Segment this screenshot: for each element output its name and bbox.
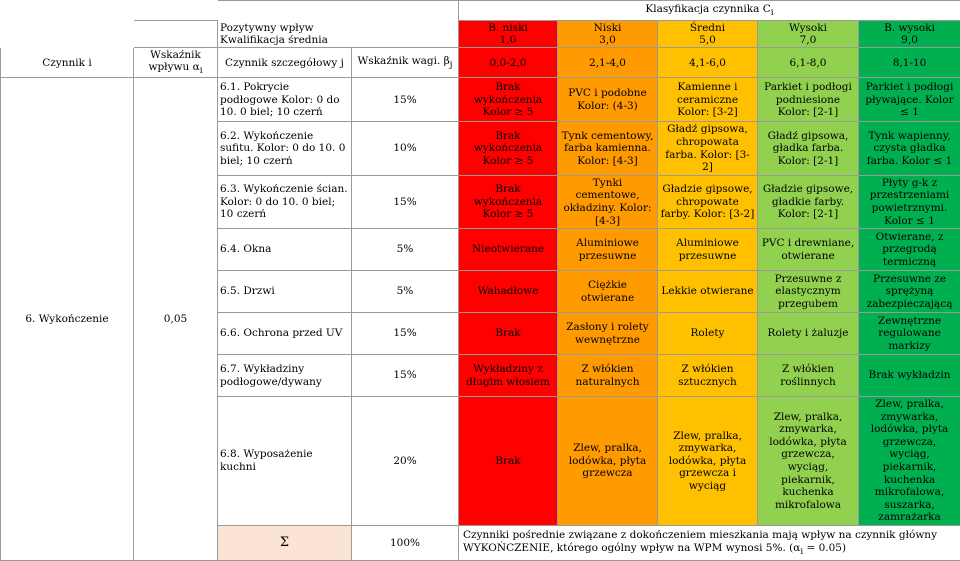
cell-very-high: Przesuwne ze sprężyną zabezpieczającą: [859, 271, 960, 313]
detail-name: 6.5. Drzwi: [218, 271, 352, 313]
range-high: 6,1-8,0: [758, 48, 859, 78]
factor-weight: 0,05: [134, 78, 218, 561]
detail-column-header: Czynnik szczegółowy j: [218, 48, 352, 78]
qualification-header: [218, 1, 459, 48]
range-very-low: 0,0-2,0: [459, 48, 558, 78]
cell-very-low: Nieotwierane: [459, 229, 558, 271]
positive-impact-label: Pozytywny wpływ: [220, 22, 456, 34]
cell-very-low: Brak wykończenia Kolor ≥ 5: [459, 78, 558, 122]
average-qualification-label: Kwalifikacja średnia: [220, 34, 456, 46]
cell-high: Z włókien roślinnych: [758, 355, 859, 397]
detail-weight: 15%: [352, 175, 459, 228]
cell-low: Zasłony i rolety wewnętrzne: [558, 313, 658, 355]
cell-low: Ciężkie otwierane: [558, 271, 658, 313]
factor-name: 6. Wykończenie: [1, 78, 134, 561]
header-row-1: [1, 1, 960, 21]
level-high: Wysoki 7,0: [758, 21, 859, 48]
cell-high: Przesuwne z elastycznym przegubem: [758, 271, 859, 313]
cell-low: Tynk cementowy, farba kamienna. Kolor: [4-3]: [558, 122, 658, 175]
detail-name: 6.4. Okna: [218, 229, 352, 271]
cell-very-low: Brak wykończenia Kolor ≥ 5: [459, 122, 558, 175]
cell-medium: Gładź gipsowa, chropowata farba. Kolor: [3-2]: [658, 122, 758, 175]
detail-name: 6.7. Wykładziny podłogowe/dywany: [218, 355, 352, 397]
cell-high: Zlew, pralka, zmywarka, lodówka, płyta grzewcza, wyciąg, piekarnik, kuchenka mikrofalowa: [758, 397, 859, 526]
sum-value: 100%: [352, 526, 459, 561]
detail-name: 6.2. Wykończenie sufitu. Kolor: 0 do 10. 0 biel; 10 czerń: [218, 122, 352, 175]
level-medium: Średni 5,0: [658, 21, 758, 48]
weight-column-header: Wskaźnik wagi. $\beta_j$: [352, 48, 459, 78]
footnote: [459, 526, 960, 561]
sum-symbol: Σ: [218, 526, 352, 561]
cell-very-high: Otwierane, z przegrodą termiczną: [859, 229, 960, 271]
classification-title: Klasyfikacja czynnika C: [645, 3, 770, 15]
level-very-low: B. niski 1,0: [459, 21, 558, 48]
range-very-high: 8,1-10: [859, 48, 960, 78]
cell-low: Aluminiowe przesuwne: [558, 229, 658, 271]
header-row-3: [1, 48, 960, 78]
cell-very-low: Brak wykończenia Kolor ≥ 5: [459, 175, 558, 228]
detail-weight: 15%: [352, 355, 459, 397]
detail-weight: 10%: [352, 122, 459, 175]
footnote-line-1: Czynniki pośrednie związane z dokończeniem mieszkania mają wpływ na czynnik główny: [463, 529, 956, 542]
cell-high: Gładzie gipsowe, gładkie farby. Kolor: [2-1]: [758, 175, 859, 228]
table-row: [1, 78, 960, 122]
detail-name: 6.6. Ochrona przed UV: [218, 313, 352, 355]
detail-weight: 15%: [352, 78, 459, 122]
cell-low: Zlew, pralka, lodówka, płyta grzewcza: [558, 397, 658, 526]
cell-high: Gładź gipsowa, gładka farba. Kolor: [2-1]: [758, 122, 859, 175]
cell-low: Tynki cementowe, okładziny. Kolor: [4-3]: [558, 175, 658, 228]
cell-very-high: Brak wykładzin: [859, 355, 960, 397]
detail-weight: 5%: [352, 271, 459, 313]
range-medium: 4,1-6,0: [658, 48, 758, 78]
cell-very-high: Zlew, pralka, zmywarka, lodówka, płyta grzewcza, wyciąg, piekarnik, kuchenka mikrofalowa, suszarka, zamrażarka: [859, 397, 960, 526]
cell-low: PVC i podobne Kolor: (4-3): [558, 78, 658, 122]
header-row-2: [1, 21, 960, 48]
range-low: 2,1-4,0: [558, 48, 658, 78]
cell-medium: Lekkie otwierane: [658, 271, 758, 313]
detail-weight: 5%: [352, 229, 459, 271]
cell-very-high: Parkiet i podłogi pływające. Kolor ≤ 1: [859, 78, 960, 122]
cell-medium: Kamienne i ceramiczne Kolor: [3-2]: [658, 78, 758, 122]
cell-medium: Z włókien sztucznych: [658, 355, 758, 397]
detail-weight: 20%: [352, 397, 459, 526]
cell-medium: Gładzie gipsowe, chropowate farby. Kolor: [3-2]: [658, 175, 758, 228]
footnote-line-2: WYKOŃCZENIE, którego ogólny wpływ na WPM wynosi 5%. $(\alpha_i = 0.05)$: [463, 542, 956, 558]
cell-very-low: Wahadłowe: [459, 271, 558, 313]
classification-header: Klasyfikacja czynnika $C_i$: [459, 1, 960, 21]
detail-name: 6.8. Wyposażenie kuchni: [218, 397, 352, 526]
cell-very-high: Zewnętrzne regulowane markizy: [859, 313, 960, 355]
cell-high: Rolety i żaluzje: [758, 313, 859, 355]
cell-low: Z włókien naturalnych: [558, 355, 658, 397]
cell-medium: Rolety: [658, 313, 758, 355]
cell-medium: Aluminiowe przesuwne: [658, 229, 758, 271]
factor-column-header: Czynnik i: [1, 48, 134, 78]
detail-name: 6.1. Pokrycie podłogowe Kolor: 0 do 10. 0 biel; 10 czerń: [218, 78, 352, 122]
cell-very-low: Brak: [459, 397, 558, 526]
detail-name: 6.3. Wykończenie ścian. Kolor: 0 do 10. 0 biel; 10 czerń: [218, 175, 352, 228]
level-very-high: B. wysoki 9,0: [859, 21, 960, 48]
cell-medium: Zlew, pralka, zmywarka, lodówka, płyta grzewcza i wyciąg: [658, 397, 758, 526]
cell-high: Parkiet i podłogi podniesione Kolor: [2-1]: [758, 78, 859, 122]
cell-very-low: Brak: [459, 313, 558, 355]
cell-high: PVC i drewniane, otwierane: [758, 229, 859, 271]
level-low: Niski 3,0: [558, 21, 658, 48]
cell-very-high: Płyty g-k z przestrzeniami powietrznymi. Kolor ≤ 1: [859, 175, 960, 228]
impact-column-header: Wskaźnik wpływu $\alpha_i$: [134, 48, 218, 78]
detail-weight: 15%: [352, 313, 459, 355]
cell-very-high: Tynk wapienny, czysta gładka farba. Kolor ≤ 1: [859, 122, 960, 175]
cell-very-low: Wykładziny z długim włosiem: [459, 355, 558, 397]
